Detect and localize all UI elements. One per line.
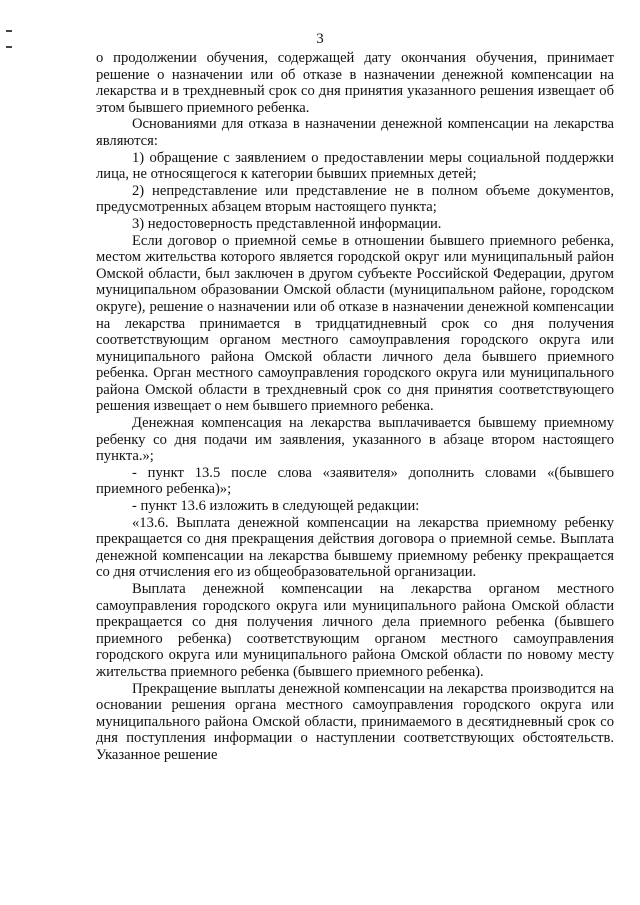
paragraph: Денежная компенсация на лекарства выплачивается бывшему приемному ребенку со дня подачи им заявления, указанного в абзаце втором настоящего пункта.»;	[96, 415, 614, 465]
paragraph: Основаниями для отказа в назначении денежной компенсации на лекарства являются:	[96, 116, 614, 149]
document-body	[96, 50, 614, 764]
paragraph: - пункт 13.5 после слова «заявителя» дополнить словами «(бывшего приемного ребенка)»;	[96, 464, 614, 498]
paragraph: 3) недостоверность представленной информации.	[132, 215, 442, 232]
paragraph: Если договор о приемной семье в отношении бывшего приемного ребенка, местом жительства которого является городской округ или муниципальный район Омской области, был заключен в другом субъекте Российской Федерации, другом муниципальном образовании Омской области (муниципальном районе, городском округе), решение о назначении или об отказе в назначении денежной компенсации на лекарства принимается в тридцатидневный срок со дня получения соответствующим органом местного самоуправления городского округа или муниципального района Омской области личного дела бывшего приемного ребенка. Орган местного самоуправления городского округа или муниципального района Омской области в трехдневный срок со дня принятия соответствующего решения извещает о нем бывшего приемного ребенка.	[96, 232, 614, 415]
paragraph: - пункт 13.6 изложить в следующей редакции:	[132, 498, 420, 515]
page-number: 3	[316, 31, 324, 47]
paragraph: о продолжении обучения, содержащей дату окончания обучения, принимает решение о назначении или об отказе в назначении денежной компенсации на лекарства и в трехдневный срок со дня принятия указанного решения извещает об этом бывшего приемного ребенка.	[96, 50, 614, 116]
paragraph: Прекращение выплаты денежной компенсации на лекарства производится на основании решения органа местного самоуправления городского округа или муниципального района Омской области, принимаемого в десятидневный срок со дня поступления информации о наступлении соответствующих обстоятельств. Указанное решение	[96, 680, 614, 763]
paragraph: «13.6. Выплата денежной компенсации на лекарства приемному ребенку прекращается со дня прекращения действия договора о приемной семье. Выплата денежной компенсации на лекарства бывшему приемному ребенку прекращается со дня отчисления его из общеобразовательной организации.	[96, 514, 614, 581]
paragraph: 2) непредставление или представление не в полном объеме документов, предусмотренных абзацем вторым настоящего пункта;	[96, 182, 614, 216]
paragraph: Выплата денежной компенсации на лекарства органом местного самоуправления городского округа или муниципального района Омской области прекращается со дня получения личного дела приемного ребенка (бывшего приемного ребенка) соответствующим органом местного самоуправления городского округа или муниципального района Омской области по новому месту жительства приемного ребенка (бывшего приемного ребенка).	[96, 581, 614, 680]
paragraph: 1) обращение с заявлением о предоставлении меры социальной поддержки лица, не относящегося к категории бывших приемных детей;	[96, 149, 614, 183]
